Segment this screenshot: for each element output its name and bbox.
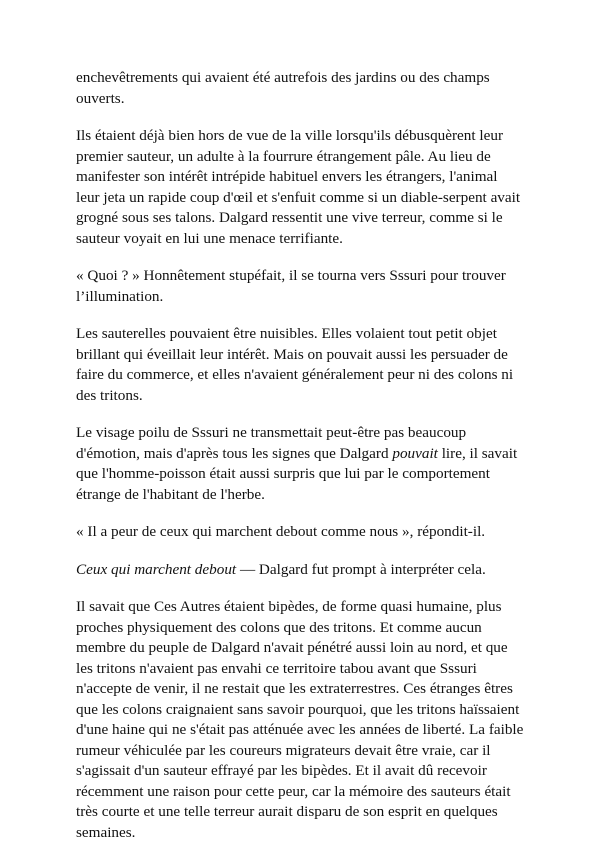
- paragraph-text: Ils étaient déjà bien hors de vue de la ville lorsqu'ils débusquèrent leur premier sauteur, un adulte à la fourrure étrangement pâle. Au lieu de manifester son intérêt intrépide habituel envers les étrangers, l'animal leur jeta un rapide coup d'œil et s'enfuit comme si un diable-serpent avait grogné sous ses talons. Dalgard ressentit une vive terreur, comme si le sauteur voyait en lui une menace terrifiante.: [76, 127, 521, 247]
- paragraph-5: [76, 423, 524, 505]
- paragraph-8: [76, 597, 524, 843]
- paragraph-text: « Quoi ? » Honnêtement stupéfait, il se tourna vers Sssuri pour trouver l’illumination.: [76, 267, 506, 305]
- paragraph-3: [76, 266, 524, 307]
- paragraph-text: enchevêtrements qui avaient été autrefois des jardins ou des champs ouverts.: [76, 69, 490, 107]
- paragraph-2: [76, 126, 524, 249]
- paragraph-text: Le visage poilu de Sssuri ne transmettait peut-être pas beaucoup d'émotion, mais d'après tous les signes que Dalgard: [76, 424, 467, 462]
- emphasis-text: Ceux qui marchent debout: [76, 560, 237, 578]
- paragraph-text: Les sauterelles pouvaient être nuisibles. Elles volaient tout petit objet brillant qui éveillait leur intérêt. Mais on pouvait aussi les persuader de faire du commerce, et elles n'avaient généralement peur ni des colons ni des tritons.: [76, 325, 514, 404]
- paragraph-text: « Il a peur de ceux qui marchent debout comme nous », répondit-il.: [76, 523, 486, 540]
- paragraph-6: [76, 522, 524, 543]
- book-page: [76, 68, 524, 843]
- paragraph-text: — Dalgard fut prompt à interpréter cela.: [236, 560, 486, 578]
- emphasis-text: pouvait: [392, 444, 438, 462]
- paragraph-7: [76, 560, 524, 581]
- paragraph-text: lire, il savait que l'homme-poisson était aussi surpris que lui par le comportement étrange de l'habitant de l'herbe.: [76, 444, 518, 503]
- paragraph-4: [76, 324, 524, 406]
- paragraph-1: [76, 68, 524, 109]
- paragraph-text: Il savait que Ces Autres étaient bipèdes, de forme quasi humaine, plus proches physiquement des colons que des tritons. Et comme aucun membre du peuple de Dalgard n'avait pénétré aussi loin au nord, et que les tritons n'avaient pas envahi ce territoire tabou avant que Sssuri n'accepte de venir, il ne restait que les extraterrestres. Ces étranges êtres que les colons craignaient sans savoir pourquoi, que les tritons haïssaient d'une haine qui ne s'était pas atténuée avec les années de liberté. La faible rumeur véhiculée par les coureurs migrateurs devait être vraie, car il s'agissait d'un sauteur effrayé par les bipèdes. Et il avait dû recevoir récemment une raison pour cette peur, car la mémoire des sauteurs était très courte et une telle terreur aurait disparu de son esprit en quelques semaines.: [76, 598, 524, 841]
